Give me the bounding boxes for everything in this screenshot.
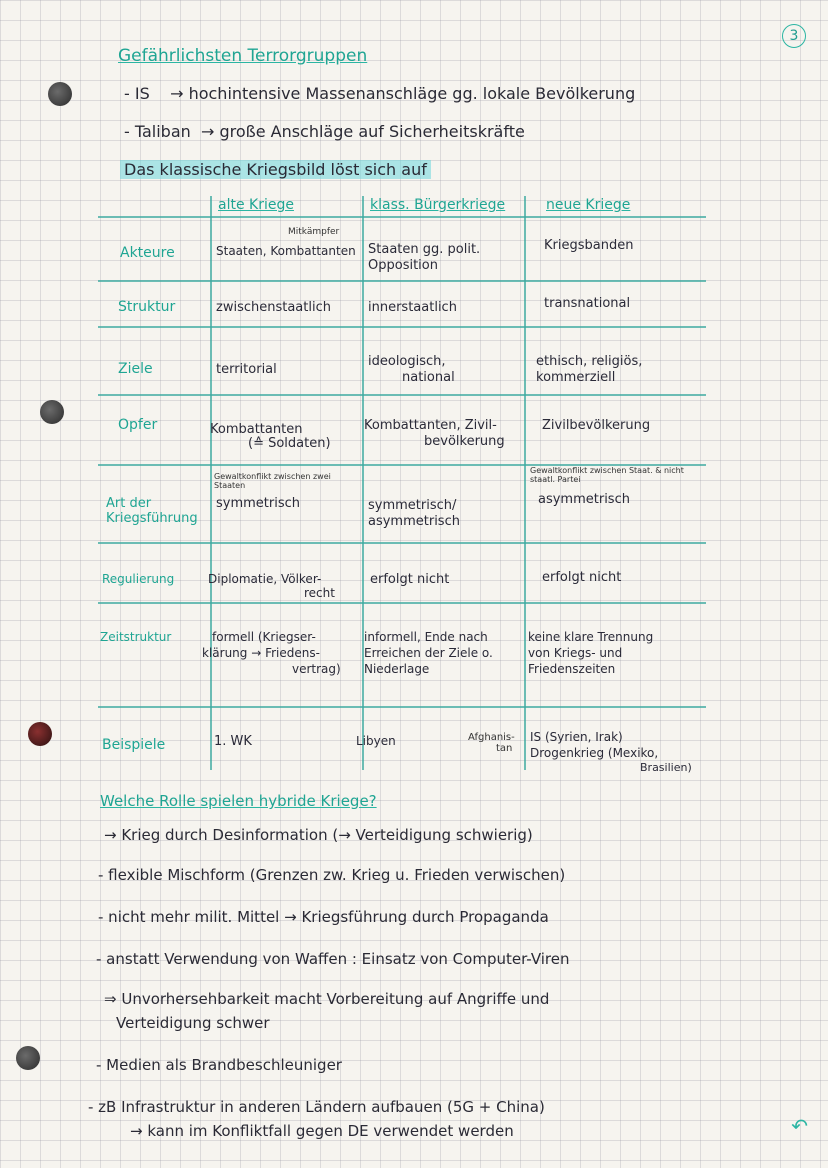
header-neue-kriege: neue Kriege xyxy=(546,197,631,213)
cell-ziele-neu-1: ethisch, religiös, xyxy=(536,354,643,369)
cell-zeit-buerger-2: Erreichen der Ziele o. xyxy=(364,646,493,660)
cell-beispiele-buerger-3: tan xyxy=(496,743,513,754)
group-prefix: - IS xyxy=(124,84,150,103)
cell-beispiele-alt: 1. WK xyxy=(214,734,252,749)
cell-regulierung-alt-2: recht xyxy=(304,586,335,600)
cell-struktur-buerger: innerstaatlich xyxy=(368,300,457,315)
row-label-zeitstruktur: Zeitstruktur xyxy=(100,630,172,644)
cell-beispiele-buerger-2: Afghanis- xyxy=(468,732,515,743)
group-is xyxy=(124,84,635,103)
row-label-kriegsfuehrung: Art der Kriegsführung xyxy=(106,496,198,526)
cell-regulierung-alt-1: Diplomatie, Völker- xyxy=(208,572,322,586)
header-alte-kriege: alte Kriege xyxy=(218,197,294,213)
bullet-item: - anstatt Verwendung von Waffen : Einsatz von Computer-Viren xyxy=(96,950,570,968)
row-label-struktur: Struktur xyxy=(118,299,176,315)
cell-zeit-alt-2: klärung → Friedens- xyxy=(202,646,320,660)
cell-struktur-neu: transnational xyxy=(544,296,631,311)
cell-ziele-alt: territorial xyxy=(216,362,277,377)
bullet-item: - zB Infrastruktur in anderen Ländern aufbauen (5G + China) xyxy=(88,1098,545,1116)
cell-zeit-buerger-3: Niederlage xyxy=(364,662,430,676)
group-prefix: - Taliban xyxy=(124,122,191,141)
row-label-regulierung: Regulierung xyxy=(102,572,175,586)
cell-beispiele-buerger-1: Libyen xyxy=(356,734,396,748)
punch-hole xyxy=(28,722,52,746)
punch-hole xyxy=(40,400,64,424)
cell-opfer-buerger-2: bevölkerung xyxy=(424,434,505,449)
bullet-item: Verteidigung schwer xyxy=(116,1014,270,1032)
group-text: → hochintensive Massenanschläge gg. lokale Bevölkerung xyxy=(170,84,636,103)
page-number: 3 xyxy=(782,24,806,48)
bullet-item: ⇒ Unvorhersehbarkeit macht Vorbereitung auf Angriffe und xyxy=(104,990,550,1008)
group-taliban xyxy=(124,122,525,141)
hybrid-war-question: Welche Rolle spielen hybride Kriege? xyxy=(100,792,377,810)
cell-akteure-buerger-2: Opposition xyxy=(368,258,438,273)
cell-ziele-buerger-1: ideologisch, xyxy=(368,354,446,369)
cell-beispiele-neu-2: Drogenkrieg (Mexiko, xyxy=(530,746,659,760)
bullet-item: - nicht mehr milit. Mittel → Kriegsführung durch Propaganda xyxy=(98,908,549,926)
cell-beispiele-neu-3: Brasilien) xyxy=(640,761,692,774)
row-label-beispiele: Beispiele xyxy=(102,737,166,753)
war-comparison-table xyxy=(98,196,706,774)
note-zwei-staaten: Gewaltkonflikt zwischen zwei Staaten xyxy=(214,472,331,490)
cell-opfer-alt-1: Kombattanten xyxy=(210,422,303,437)
table-title-text: Das klassische Kriegsbild löst sich auf xyxy=(120,160,431,179)
cell-kriegsfuehrung-buerger-2: asymmetrisch xyxy=(368,514,460,529)
cell-regulierung-neu: erfolgt nicht xyxy=(542,570,622,585)
table-title xyxy=(120,160,431,179)
cell-zeit-buerger-1: informell, Ende nach xyxy=(364,630,488,644)
cell-opfer-buerger-1: Kombattanten, Zivil- xyxy=(364,418,497,433)
bullet-item: - Medien als Brandbeschleuniger xyxy=(96,1056,342,1074)
cell-regulierung-buerger: erfolgt nicht xyxy=(370,572,450,587)
bullet-item: - flexible Mischform (Grenzen zw. Krieg u. Frieden verwischen) xyxy=(98,866,566,884)
punch-hole xyxy=(16,1046,40,1070)
cell-zeit-neu-3: Friedenszeiten xyxy=(528,662,616,676)
cell-struktur-alt: zwischenstaatlich xyxy=(216,300,331,315)
cell-kriegsfuehrung-buerger-1: symmetrisch/ xyxy=(368,498,457,513)
cell-kriegsfuehrung-alt: symmetrisch xyxy=(216,496,301,511)
cell-opfer-alt-2: (≙ Soldaten) xyxy=(248,436,331,451)
cell-opfer-neu: Zivilbevölkerung xyxy=(542,418,651,433)
bullet-item: → kann im Konfliktfall gegen DE verwendet werden xyxy=(130,1122,514,1140)
cell-akteure-alt: Staaten, Kombattanten xyxy=(216,244,356,258)
cell-zeit-neu-2: von Kriegs- und xyxy=(528,646,623,660)
cell-ziele-buerger-2: national xyxy=(402,370,455,385)
note-staat-partei: Gewaltkonflikt zwischen Staat. & nicht staatl. Partei xyxy=(530,466,684,484)
cell-zeit-alt-3: vertrag) xyxy=(292,662,341,676)
group-text: → große Anschläge auf Sicherheitskräfte xyxy=(200,122,525,141)
punch-hole xyxy=(48,82,72,106)
return-arrow-icon: ↶ xyxy=(791,1114,808,1138)
row-label-akteure: Akteure xyxy=(120,245,175,261)
row-label-opfer: Opfer xyxy=(118,417,158,433)
cell-akteure-neu: Kriegsbanden xyxy=(544,238,634,253)
cell-zeit-neu-1: keine klare Trennung xyxy=(528,630,654,644)
cell-kriegsfuehrung-neu: asymmetrisch xyxy=(538,492,630,507)
cell-beispiele-neu-1: IS (Syrien, Irak) xyxy=(530,730,623,744)
page-heading: Gefährlichsten Terrorgruppen xyxy=(118,46,368,66)
note-mitkaempfer: Mitkämpfer xyxy=(288,227,340,237)
cell-akteure-buerger-1: Staaten gg. polit. xyxy=(368,242,481,257)
row-label-ziele: Ziele xyxy=(118,361,153,377)
cell-ziele-neu-2: kommerziell xyxy=(536,370,616,385)
bullet-item: → Krieg durch Desinformation (→ Verteidigung schwierig) xyxy=(104,826,533,844)
cell-zeit-alt-1: formell (Kriegser- xyxy=(212,630,316,644)
header-buergerkriege: klass. Bürgerkriege xyxy=(370,197,506,213)
